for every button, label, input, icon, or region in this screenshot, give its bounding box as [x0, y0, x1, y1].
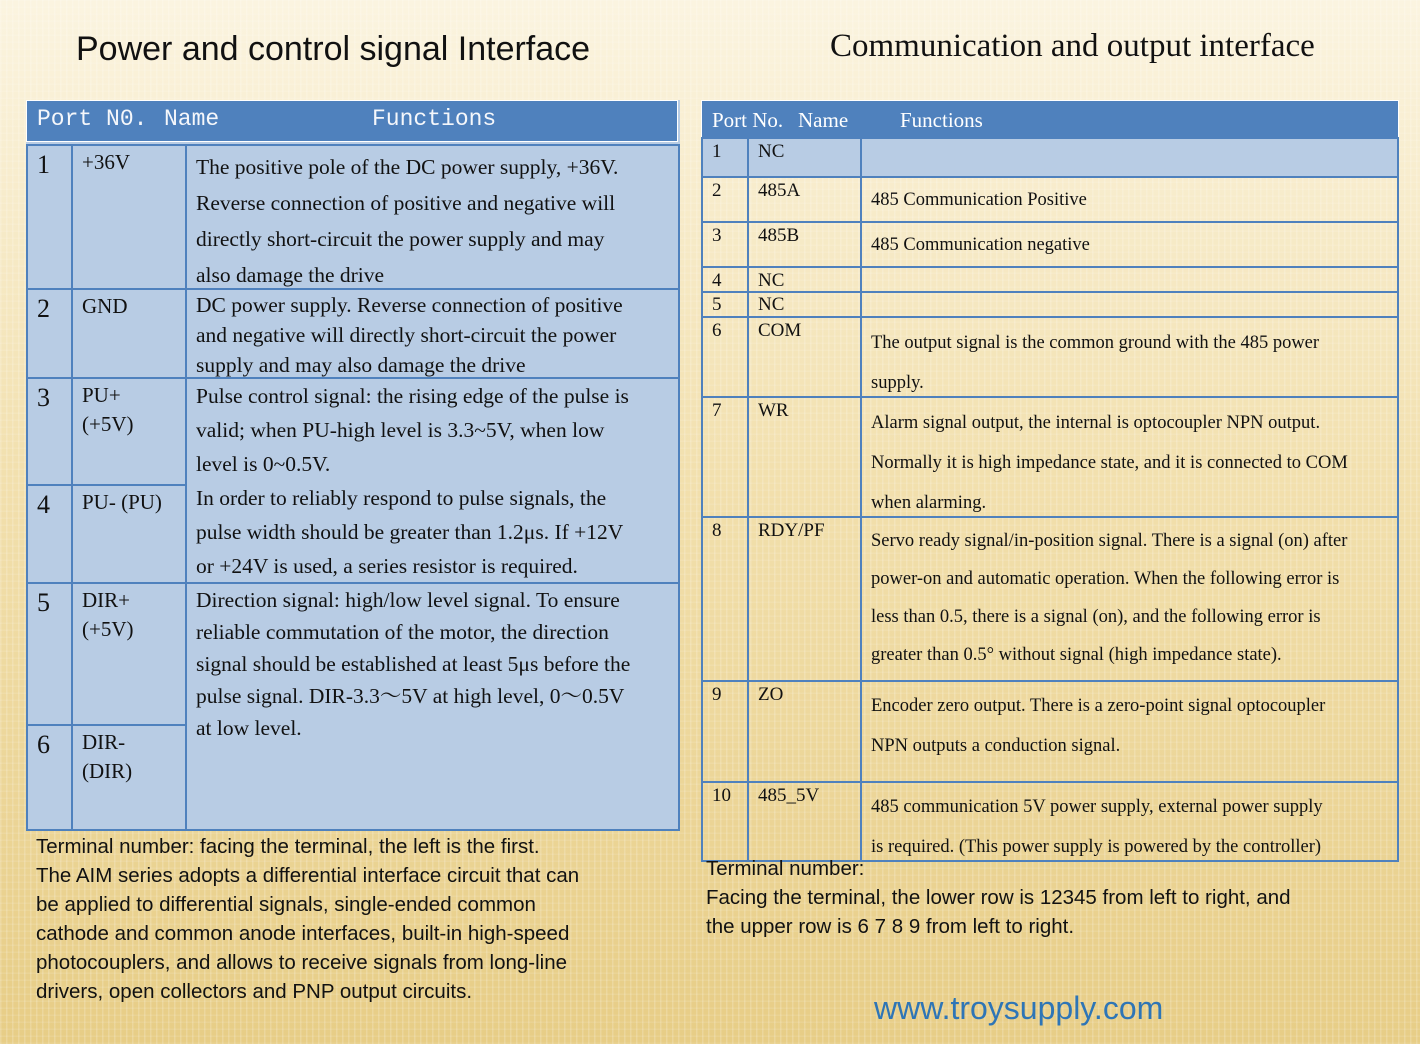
func-line: when alarming.: [871, 493, 987, 513]
table-row-function: [185, 288, 680, 379]
table-row-function: [860, 266, 1399, 293]
power-control-title: Power and control signal Interface: [76, 30, 591, 68]
right-notes: [706, 854, 1291, 941]
table-row-port: 8: [701, 516, 749, 682]
func-line: directly short-circuit the power supply and may: [196, 227, 605, 251]
table-row-port: 4: [701, 266, 749, 293]
name-line: DIR+: [82, 588, 131, 612]
table-row-port: 7: [701, 396, 749, 518]
communication-output-title: Communication and output interface: [830, 28, 1315, 64]
table-row-name: COM: [747, 316, 862, 398]
func-line: supply.: [871, 373, 924, 393]
table-row-function: [860, 516, 1399, 682]
table-row-port: 10: [701, 781, 749, 862]
func-line: The output signal is the common ground with the 485 power: [871, 333, 1320, 353]
table-row-function: [860, 176, 1399, 223]
func-line: Pulse control signal: the rising edge of the pulse is: [196, 384, 629, 408]
table-row-port: 3: [26, 377, 73, 486]
table-row-port: 1: [26, 144, 73, 290]
table-row-port: 6: [701, 316, 749, 398]
name-line: (DIR): [82, 759, 133, 783]
table-row-port: 1: [701, 137, 749, 178]
table-row-name: NC: [747, 291, 862, 318]
table-row-name: [71, 288, 187, 379]
table-row-port: 9: [701, 680, 749, 783]
table-row-function: [185, 582, 680, 831]
table-row-function: [185, 144, 680, 290]
func-line: and negative will directly short-circuit the power: [196, 323, 617, 347]
note-line: Terminal number: facing the terminal, the left is the first.: [36, 835, 540, 858]
func-line: 485 communication 5V power supply, external power supply: [871, 797, 1323, 817]
table-row-function: [860, 137, 1399, 178]
table-row-name: RDY/PF: [747, 516, 862, 682]
func-line: Encoder zero output. There is a zero-point signal optocoupler: [871, 696, 1326, 716]
header-name: Name: [798, 108, 849, 132]
note-line: The AIM series adopts a differential interface circuit that can: [36, 864, 580, 887]
header-functions: Functions: [372, 106, 497, 132]
table-row-name: [71, 144, 187, 290]
header-name: Name: [164, 106, 220, 132]
left-notes: [36, 832, 579, 1006]
note-line: be applied to differential signals, single-ended common: [36, 893, 536, 916]
table-row-function: [860, 396, 1399, 518]
table-row-name: 485_5V: [747, 781, 862, 862]
power-control-table: [26, 100, 680, 831]
note-line: photocouplers, and allows to receive signals from long-line: [36, 951, 568, 974]
func-line: pulse signal. DIR-3.3～5V at high level, 0～0.5V: [196, 684, 625, 708]
func-line: also damage the drive: [196, 263, 385, 287]
func-line: 485 Communication negative: [871, 235, 1090, 255]
name-line: GND: [82, 294, 128, 318]
table-row-port: 5: [26, 582, 73, 726]
name-line: PU- (PU): [82, 490, 162, 514]
func-line: In order to reliably respond to pulse signals, the: [196, 486, 607, 510]
name-line: (+5V): [82, 617, 134, 641]
func-line: Alarm signal output, the internal is optocoupler NPN output.: [871, 413, 1321, 433]
name-line: (+5V): [82, 412, 134, 436]
note-line: the upper row is 6 7 8 9 from left to right.: [706, 915, 1075, 938]
func-line: supply and may also damage the drive: [196, 353, 526, 377]
table-row-port: 4: [26, 484, 73, 584]
func-line: Normally it is high impedance state, and it is connected to COM: [871, 453, 1348, 473]
table-row-function: [185, 377, 680, 584]
func-line: Reverse connection of positive and negative will: [196, 191, 616, 215]
table-row-name: [71, 582, 187, 726]
func-line: valid; when PU-high level is 3.3~5V, when low: [196, 418, 605, 442]
name-line: +36V: [82, 150, 131, 174]
note-line: Facing the terminal, the lower row is 12345 from left to right, and: [706, 886, 1291, 909]
table-row-name: ZO: [747, 680, 862, 783]
table-row-function: [860, 221, 1399, 268]
name-line: DIR-: [82, 730, 126, 754]
table-row-name: [71, 484, 187, 584]
table-row-name: NC: [747, 266, 862, 293]
website-link[interactable]: www.troysupply.com: [874, 990, 1164, 1026]
func-line: or +24V is used, a series resistor is required.: [196, 554, 578, 578]
table-row-port: 2: [701, 176, 749, 223]
header-port: Port No.: [712, 108, 784, 132]
communication-output-table: [701, 100, 1399, 862]
func-line: signal should be established at least 5μs before the: [196, 652, 631, 676]
table-row-port: 5: [701, 291, 749, 318]
header-port: Port N0.: [37, 106, 148, 132]
table-row-name: 485A: [747, 176, 862, 223]
header-functions: Functions: [900, 108, 983, 132]
table-row-name: [71, 377, 187, 486]
func-line: is required. (This power supply is powered by the controller): [871, 837, 1322, 857]
func-line: greater than 0.5° without signal (high impedance state).: [871, 645, 1282, 665]
func-line: Servo ready signal/in-position signal. There is a signal (on) after: [871, 531, 1348, 551]
note-line: cathode and common anode interfaces, built-in high-speed: [36, 922, 570, 945]
func-line: DC power supply. Reverse connection of positive: [196, 293, 623, 317]
table-row-function: [860, 316, 1399, 398]
note-line: Terminal number:: [706, 857, 865, 880]
name-line: PU+: [82, 383, 121, 407]
func-line: reliable commutation of the motor, the direction: [196, 620, 609, 644]
table-row-port: 6: [26, 724, 73, 831]
func-line: The positive pole of the DC power supply, +36V.: [196, 155, 619, 179]
func-line: Direction signal: high/low level signal. To ensure: [196, 588, 620, 612]
func-line: power-on and automatic operation. When the following error is: [871, 569, 1340, 589]
func-line: at low level.: [196, 716, 302, 740]
table-row-function: [860, 291, 1399, 318]
table-row-function: [860, 680, 1399, 783]
table-row-name: [71, 724, 187, 831]
func-line: level is 0~0.5V.: [196, 452, 331, 476]
func-line: less than 0.5, there is a signal (on), and the following error is: [871, 607, 1321, 627]
table-row-function: [860, 781, 1399, 862]
func-line: 485 Communication Positive: [871, 190, 1087, 210]
table-row-port: 2: [26, 288, 73, 379]
note-line: drivers, open collectors and PNP output circuits.: [36, 980, 473, 1003]
table-header: [26, 100, 678, 142]
func-line: pulse width should be greater than 1.2μs. If +12V: [196, 520, 624, 544]
table-row-name: NC: [747, 137, 862, 178]
func-line: NPN outputs a conduction signal.: [871, 736, 1121, 756]
table-header: [701, 100, 1399, 138]
table-row-port: 3: [701, 221, 749, 268]
table-row-name: 485B: [747, 221, 862, 268]
table-row-name: WR: [747, 396, 862, 518]
